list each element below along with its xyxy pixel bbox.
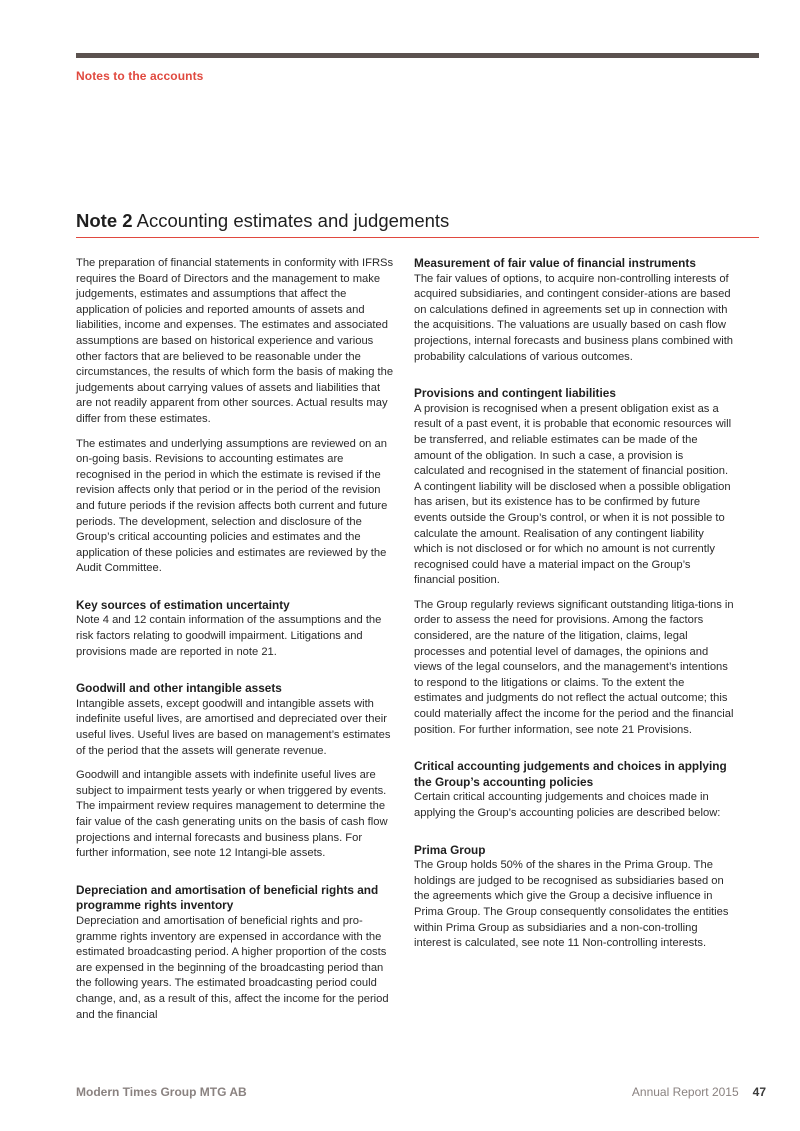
prima-group-heading: Prima Group bbox=[414, 842, 486, 857]
key-sources-paragraph: Note 4 and 12 contain information of the assumptions and the risk factors relating to goodwill impairment. Litigations and provisions made are reported in note 21. bbox=[76, 614, 382, 658]
goodwill-heading: Goodwill and other intangible assets bbox=[76, 681, 282, 696]
goodwill-paragraph-2: Goodwill and intangible assets with indefinite useful lives are subject to impairment tests yearly or when triggered by events. The impairment review requires management to determine the fair value of the cash generating units on the basis of cash flow projections and internal forecasts and business plans. For further information, see note 12 Intangi-ble assets. bbox=[76, 769, 388, 860]
page-number: 47 bbox=[752, 1085, 766, 1099]
intro-paragraph-1: The preparation of financial statements in conformity with IFRSs requires the Board of Directors and the management to make judgements, estimates and assumptions that affect the application of policies and reported amounts of assets and liabilities, income and expenses. The estimates and associated assumptions are based on historical experience and various other factors that are believed to be reasonable under the circumstances, the results of which form the basis of making the judgements about carrying values of assets and liabilities that are not readily apparent from other sources. Actual results may differ from these estimates. bbox=[76, 257, 394, 425]
intro-paragraph-2: The estimates and underlying assumptions are reviewed on an on-going basis. Revisions to accounting estimates are recognised in the period in which the estimate is revised if the revision affects only that period or in the period of the revision and future periods if the revision affects both current and future periods. The development, selection and disclosure of the Group’s critical accounting policies and estimates and the application of these policies and estimates are reviewed by the Audit Committee. bbox=[76, 437, 388, 575]
footer-company: Modern Times Group MTG AB bbox=[76, 1085, 247, 1099]
note-title bbox=[76, 210, 759, 238]
right-column bbox=[414, 256, 734, 961]
note-number: Note 2 bbox=[76, 210, 133, 231]
depreciation-heading: Depreciation and amortisation of beneficial rights and programme rights inventory bbox=[76, 882, 379, 913]
section-label: Notes to the accounts bbox=[76, 69, 204, 83]
provisions-heading: Provisions and contingent liabilities bbox=[414, 386, 616, 401]
critical-judgements-heading: Critical accounting judgements and choices in applying the Group’s accounting policies bbox=[414, 759, 727, 789]
goodwill-paragraph-1: Intangible assets, except goodwill and intangible assets with indefinite useful lives, are amortised and depreciated over their useful lives. Useful lives are based on management’s estimates of the period that the assets will generate revenue. bbox=[76, 697, 391, 757]
footer-report-title: Annual Report 2015 bbox=[631, 1085, 739, 1099]
critical-judgements-paragraph: Certain critical accounting judgements and choices made in applying the Group’s accounting policies are described below: bbox=[414, 791, 721, 819]
prima-group-paragraph: The Group holds 50% of the shares in the Prima Group. The holdings are judged to be recognised as subsidiaries based on the agreements which give the Group a decisive influence in Prima Group. The Group consequently consolidates the entities within Prima Group as subsidiaries and a non-con-trolling interest is calculated, see note 11 Non-controlling interests. bbox=[414, 859, 729, 950]
left-column bbox=[76, 256, 396, 1032]
fair-value-paragraph: The fair values of options, to acquire non-controlling interests of acquired subsidiaries, and contingent consider-ations are based on calculations defined in agreements set up in connection with the acquisitions. The valuations are usually based on cash flow projections, internal forecasts and business plans combined with probability calculations of various outcomes. bbox=[414, 272, 734, 363]
note-heading: Accounting estimates and judgements bbox=[136, 210, 450, 231]
header-rule bbox=[76, 53, 759, 58]
key-sources-heading: Key sources of estimation uncertainty bbox=[76, 597, 290, 612]
provisions-paragraph-2: The Group regularly reviews significant outstanding litiga-tions in order to assess the need for provisions. Among the factors considered, are the nature of the litigation, claims, legal processes and potential level of damages, the opinions and views of the legal counselors, and the management’s intentions to respond to the litigations or claims. To the extent the estimates and judgments do not reflect the actual outcome; this could materially affect the income for the period and the financial position. For further information, see note 21 Provisions. bbox=[414, 598, 734, 736]
fair-value-heading: Measurement of fair value of financial instruments bbox=[414, 256, 696, 270]
footer-report bbox=[632, 1085, 766, 1099]
depreciation-paragraph: Depreciation and amortisation of beneficial rights and pro-gramme rights inventory are expensed in accordance with the estimated broadcasting period. A higher proportion of the costs are expensed in the beginning of the broadcasting period than the following years. The estimated broadcasting period could change, and, as a result of this, affect the income for the period and the financial bbox=[76, 914, 389, 1021]
provisions-paragraph-1: A provision is recognised when a present obligation exist as a result of a past event, it is probable that economic resources will be transferred, and reliable estimates can be made of the amount of the obligation. In such a case, a provision is calculated and recognised in the statement of financial position. A contingent liability will be disclosed when a possible obligation has arisen, but its existence has to be confirmed by future events outside the Group’s control, or when it is not possible to calculate the amount. Realisation of any contingent liability which is not disclosed or for which no amount is not currently recognised could have a material impact on the Group’s financial position. bbox=[414, 402, 732, 587]
